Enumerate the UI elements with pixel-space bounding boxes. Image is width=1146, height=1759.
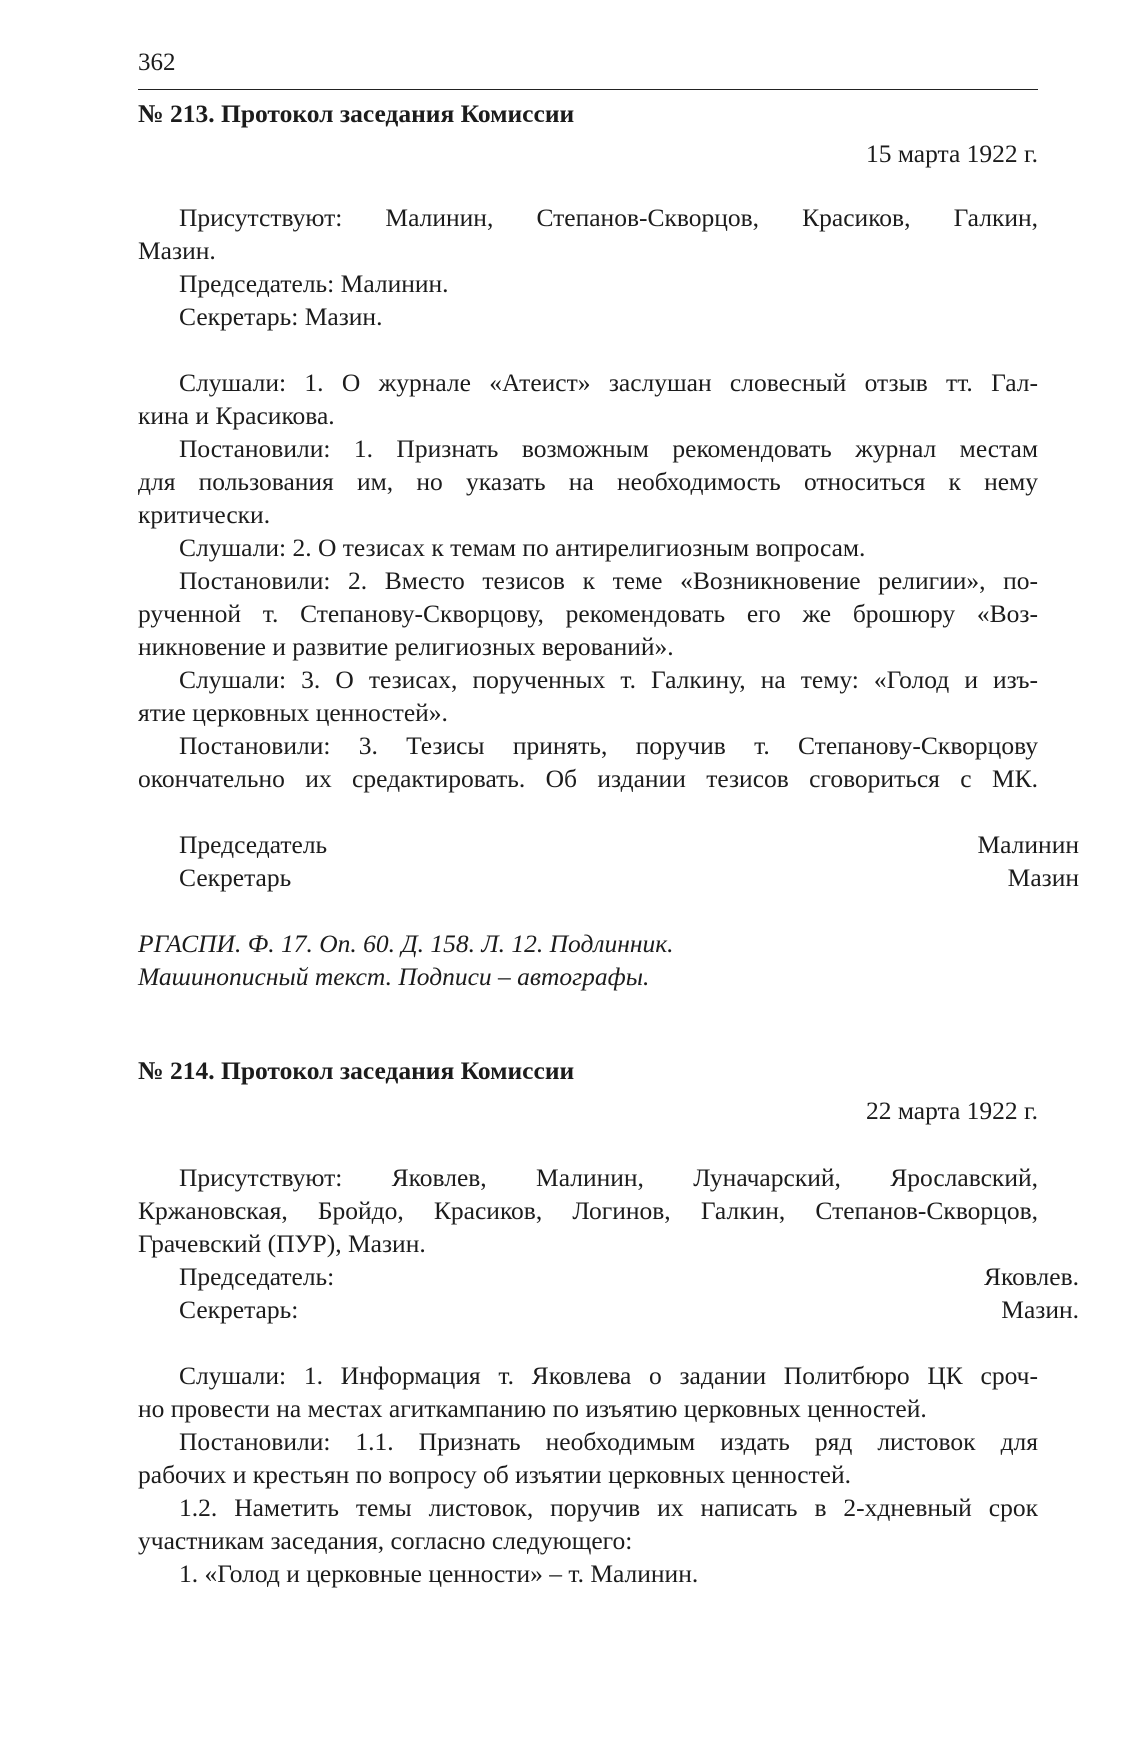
doc213-chairman: Председатель: Малинин.	[179, 269, 449, 298]
doc213-resolved2-line1: Постановили: 2. Вместо тезисов к теме «Возникновение религии», по-	[179, 566, 1038, 595]
doc213-present-line1: Присутствуют: Малинин, Степанов-Скворцов, Красиков, Галкин,	[179, 203, 1038, 232]
doc213-resolved3-line2: окончательно их средактировать. Об издании тезисов сговориться с МК.	[138, 764, 1038, 793]
doc213-heard3-line1: Слушали: 3. О тезисах, порученных т. Галкину, на тему: «Голод и изъ-	[179, 665, 1038, 694]
doc213-heard2-line1: Слушали: 2. О тезисах к темам по антирелигиозным вопросам.	[179, 533, 866, 562]
signature-name: Мазин	[1007, 863, 1079, 892]
secretary-name: Мазин.	[1001, 1295, 1079, 1324]
header-rule	[138, 89, 1038, 90]
doc213-resolved1-line2: для пользования им, но указать на необходимость относиться к нему	[138, 467, 1038, 496]
doc213-source-line2: Машинописный текст. Подписи – автографы.	[138, 962, 650, 991]
doc213-resolved3-line1: Постановили: 3. Тезисы принять, поручив т. Степанову-Скворцову	[179, 731, 1038, 760]
signature-label: Секретарь	[179, 863, 292, 892]
secretary-label: Секретарь:	[179, 1295, 299, 1324]
doc213-signature-chairman	[138, 828, 1079, 862]
doc214-list-item1: 1. «Голод и церковные ценности» – т. Малинин.	[179, 1559, 699, 1588]
doc213-heard1-line1: Слушали: 1. О журнале «Атеист» заслушан словесный отзыв тт. Гал-	[179, 368, 1038, 397]
doc213-signature-secretary	[138, 861, 1079, 895]
doc213-resolved1-line1: Постановили: 1. Признать возможным рекомендовать журнал местам	[179, 434, 1038, 463]
doc214-heard1-line1: Слушали: 1. Информация т. Яковлева о задании Политбюро ЦК сроч-	[179, 1361, 1038, 1390]
doc214-chairman-row	[138, 1260, 1079, 1294]
doc214-resolved12-line1: 1.2. Наметить темы листовок, поручив их написать в 2-хдневный срок	[179, 1493, 1038, 1522]
doc213-heard1-line2: кина и Красикова.	[138, 401, 335, 430]
doc213-heard3-line2: ятие церковных ценностей».	[138, 698, 448, 727]
doc214-date: 22 марта 1922 г.	[865, 1096, 1038, 1125]
doc214-heading: № 214. Протокол заседания Комиссии	[138, 1056, 575, 1085]
doc213-resolved2-line2: рученной т. Степанову-Скворцову, рекомендовать его же брошюру «Воз-	[138, 599, 1038, 628]
signature-name: Малинин	[977, 830, 1079, 859]
doc213-present-line2: Мазин.	[138, 236, 216, 265]
doc214-present-line2: Кржановская, Бройдо, Красиков, Логинов, Галкин, Степанов-Скворцов,	[138, 1196, 1038, 1225]
doc214-present-line3: Грачевский (ПУР), Мазин.	[138, 1229, 426, 1258]
doc213-resolved2-line3: никновение и развитие религиозных верований».	[138, 632, 674, 661]
doc214-resolved1-line1: Постановили: 1.1. Признать необходимым издать ряд листовок для	[179, 1427, 1038, 1456]
doc214-resolved1-line2: рабочих и крестьян по вопросу об изъятии церковных ценностей.	[138, 1460, 852, 1489]
doc213-heading: № 213. Протокол заседания Комиссии	[138, 99, 575, 128]
doc213-date: 15 марта 1922 г.	[865, 139, 1038, 168]
doc214-resolved12-line2: участникам заседания, согласно следующего:	[138, 1526, 633, 1555]
doc214-heard1-line2: но провести на местах агиткампанию по изъятию церковных ценностей.	[138, 1394, 927, 1423]
doc213-source-line1: РГАСПИ. Ф. 17. Оп. 60. Д. 158. Л. 12. Подлинник.	[138, 929, 674, 958]
signature-label: Председатель	[179, 830, 328, 859]
chairman-name: Яковлев.	[983, 1262, 1079, 1291]
doc213-resolved1-line3: критически.	[138, 500, 271, 529]
doc214-present-line1: Присутствуют: Яковлев, Малинин, Луначарский, Ярославский,	[179, 1163, 1038, 1192]
chairman-label: Председатель:	[179, 1262, 335, 1291]
doc213-secretary: Секретарь: Мазин.	[179, 302, 383, 331]
doc214-secretary-row	[138, 1293, 1079, 1327]
page-number: 362	[138, 49, 176, 76]
